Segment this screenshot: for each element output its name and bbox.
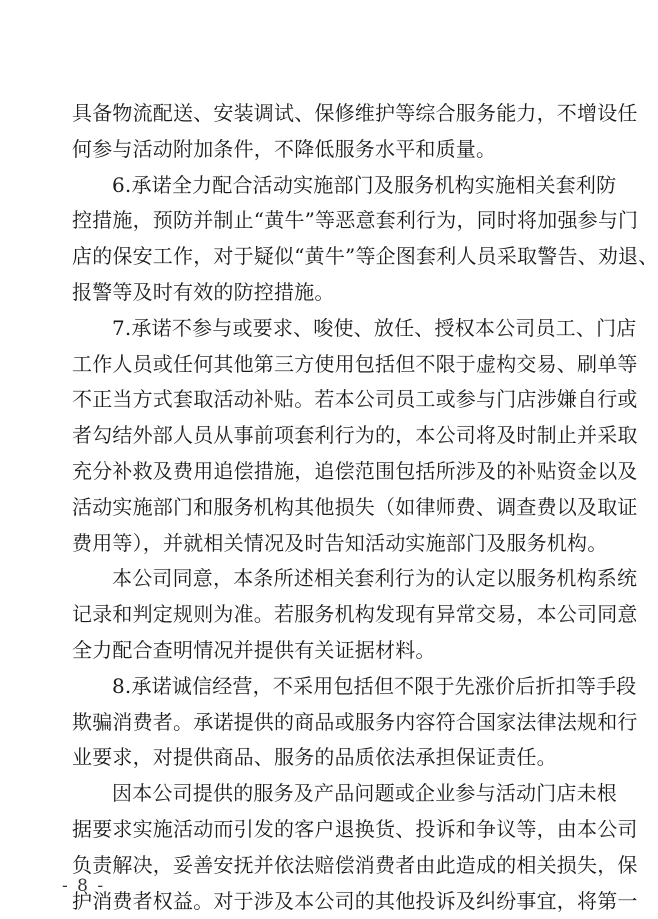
text-line: 护消费者权益。对于涉及本公司的其他投诉及纠纷事宜，将第一 bbox=[72, 888, 638, 913]
text-line: 负责解决，妥善安抚并依法赔偿消费者由此造成的相关损失，保 bbox=[72, 852, 638, 877]
text-line: 8.承诺诚信经营，不采用包括但不限于先涨价后折扣等手段 bbox=[112, 673, 637, 698]
text-line: 活动实施部门和服务机构其他损失（如律师费、调查费以及取证 bbox=[72, 494, 638, 519]
text-line: 充分补救及费用追偿措施，追偿范围包括所涉及的补贴资金以及 bbox=[72, 458, 638, 483]
text-line: 本公司同意，本条所述相关套利行为的认定以服务机构系统 bbox=[112, 566, 638, 591]
text-line: 控措施，预防并制止“黄牛”等恶意套利行为，同时将加强参与门 bbox=[72, 208, 639, 233]
text-line: 6.承诺全力配合活动实施部门及服务机构实施相关套利防 bbox=[112, 172, 617, 197]
page-number: - 8 - bbox=[62, 876, 106, 896]
body-text bbox=[72, 96, 658, 919]
text-line: 记录和判定规则为准。若服务机构发现有异常交易，本公司同意 bbox=[72, 602, 638, 627]
text-line: 不正当方式套取活动补贴。若本公司员工或参与门店涉嫌自行或 bbox=[72, 387, 638, 412]
text-line: 欺骗消费者。承诺提供的商品或服务内容符合国家法律法规和行 bbox=[72, 709, 638, 734]
text-line: 业要求，对提供商品、服务的品质依法承担保证责任。 bbox=[72, 745, 557, 770]
text-line: 7.承诺不参与或要求、唆使、放任、授权本公司员工、门店 bbox=[112, 315, 637, 340]
text-line: 者勾结外部人员从事前项套利行为的，本公司将及时制止并采取 bbox=[72, 423, 638, 448]
text-line: 店的保安工作，对于疑似“黄牛”等企图套利人员采取警告、劝退、 bbox=[72, 244, 658, 269]
text-line: 全力配合查明情况并提供有关证据材料。 bbox=[72, 637, 436, 662]
text-line: 因本公司提供的服务及产品问题或企业参与活动门店未根 bbox=[112, 781, 617, 806]
text-line: 报警等及时有效的防控措施。 bbox=[72, 279, 335, 304]
text-line: 工作人员或任何其他第三方使用包括但不限于虚构交易、刷单等 bbox=[72, 351, 638, 376]
text-line: 据要求实施活动而引发的客户退换货、投诉和争议等，由本公司 bbox=[72, 816, 638, 841]
text-line: 何参与活动附加条件，不降低服务水平和质量。 bbox=[72, 136, 497, 161]
text-line: 费用等），并就相关情况及时告知活动实施部门及服务机构。 bbox=[72, 530, 608, 555]
text-line: 具备物流配送、安装调试、保修维护等综合服务能力，不增设任 bbox=[72, 101, 638, 125]
